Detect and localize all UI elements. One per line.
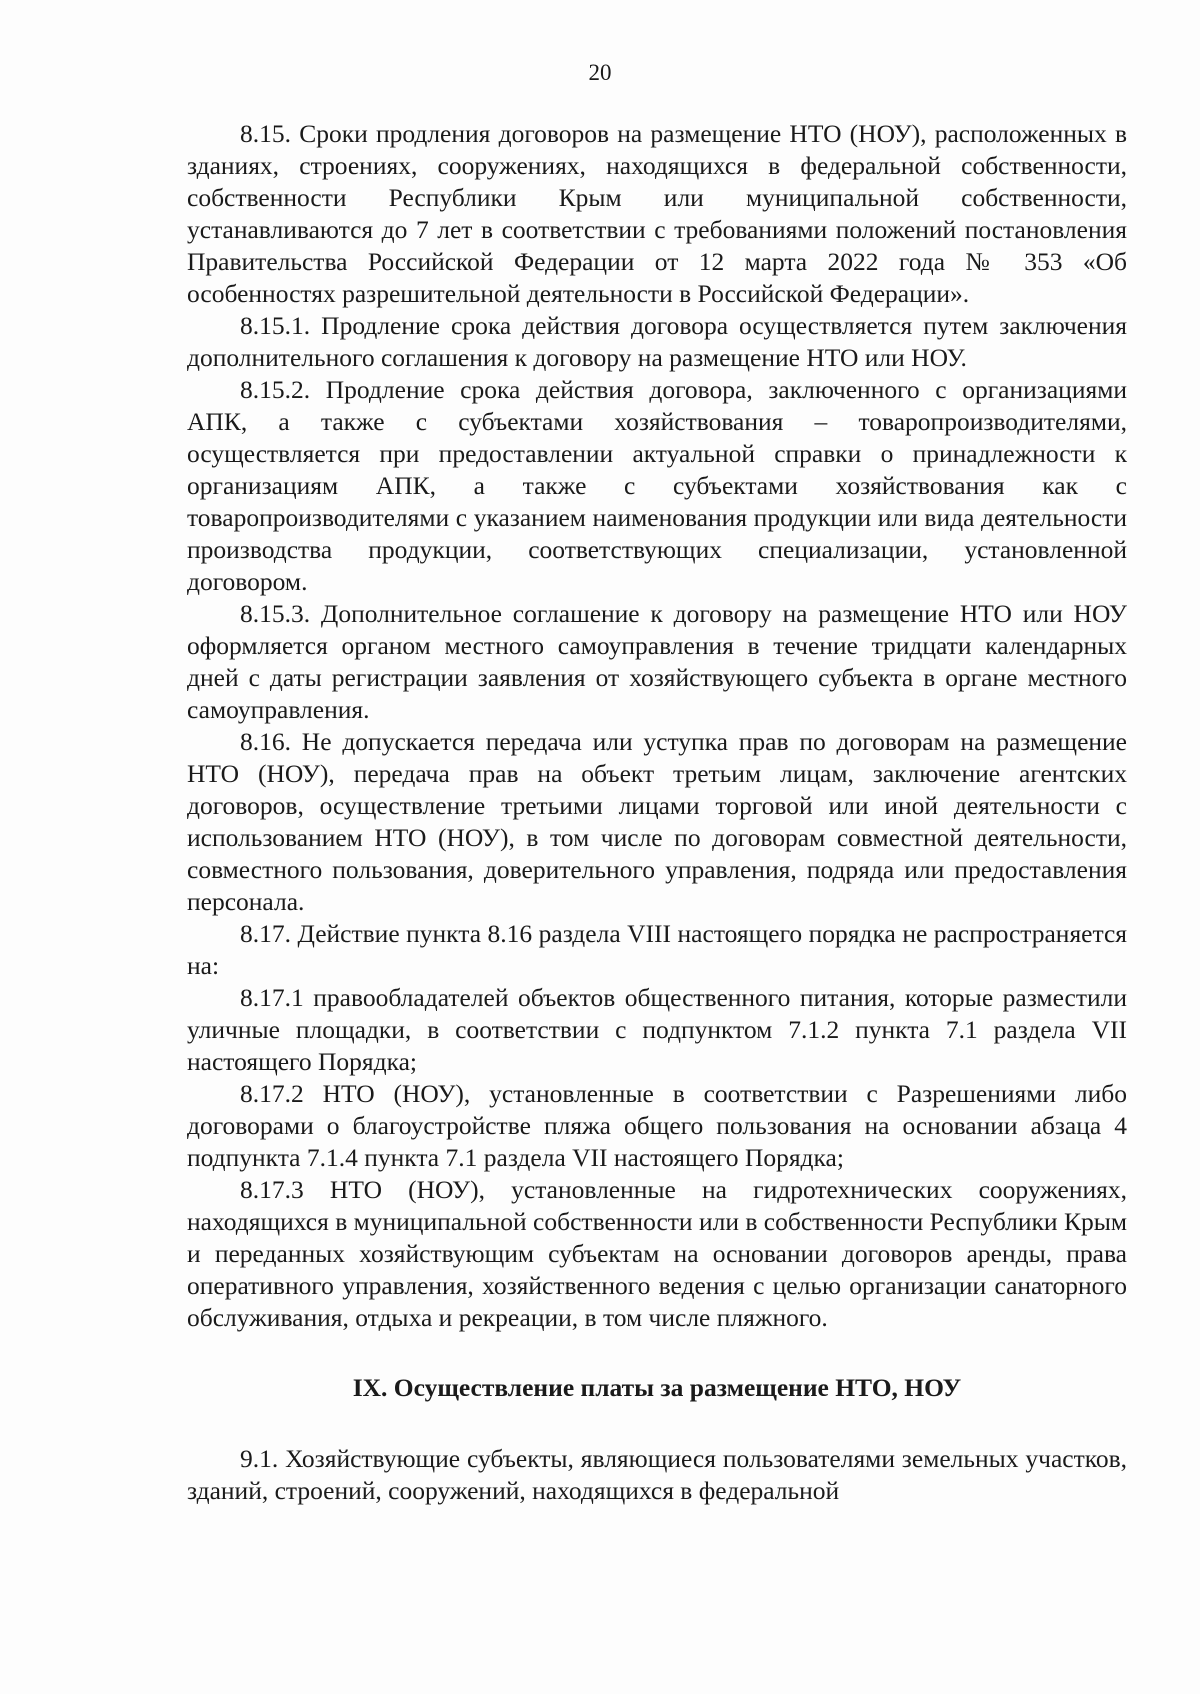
paragraph-8-15: 8.15. Сроки продления договоров на размещение НТО (НОУ), расположенных в зданиях, строениях, сооружениях, находящихся в федеральной собственности, собственности Республики Крым или муниципальной собственности, устанавливаются до 7 лет в соответствии с требованиями положений постановления Правительства Российской Федерации от 12 марта 2022 года № 353 «Об особенностях разрешительной деятельности в Российской Федерации». — [187, 119, 1127, 308]
paragraph-8-17-3: 8.17.3 НТО (НОУ), установленные на гидротехнических сооружениях, находящихся в муниципальной собственности или в собственности Республики Крым и переданных хозяйствующим субъектам на основании договоров аренды, права оперативного управления, хозяйственного ведения с целью организации санаторного обслуживания, отдыха и рекреации, в том числе пляжного. — [187, 1175, 1127, 1332]
paragraph-9-1: 9.1. Хозяйствующие субъекты, являющиеся пользователями земельных участков, зданий, строений, сооружений, находящихся в федеральной — [187, 1444, 1127, 1505]
section-heading: IX. Осуществление платы за размещение НТО, НОУ — [352, 1373, 962, 1402]
paragraph-8-17-1: 8.17.1 правообладателей объектов общественного питания, которые разместили уличные площадки, в соответствии с подпунктом 7.1.2 пункта 7.1 раздела VII настоящего Порядка; — [187, 983, 1127, 1076]
paragraph-8-15-3: 8.15.3. Дополнительное соглашение к договору на размещение НТО или НОУ оформляется органом местного самоуправления в течение тридцати календарных дней с даты регистрации заявления от хозяйствующего субъекта в органе местного самоуправления. — [187, 599, 1127, 724]
paragraph-8-17: 8.17. Действие пункта 8.16 раздела VIII настоящего порядка не распространяется на: — [187, 919, 1127, 980]
paragraph-8-16: 8.16. Не допускается передача или уступка прав по договорам на размещение НТО (НОУ), передача прав на объект третьим лицам, заключение агентских договоров, осуществление третьими лицами торговой или иной деятельности с использованием НТО (НОУ), в том числе по договорам совместной деятельности, совместного пользования, доверительного управления, подряда или предоставления персонала. — [187, 727, 1127, 916]
paragraph-8-15-1: 8.15.1. Продление срока действия договора осуществляется путем заключения дополнительного соглашения к договору на размещение НТО или НОУ. — [187, 311, 1127, 372]
paragraph-8-17-2: 8.17.2 НТО (НОУ), установленные в соответствии с Разрешениями либо договорами о благоустройстве пляжа общего пользования на основании абзаца 4 подпункта 7.1.4 пункта 7.1 раздела VII настоящего Порядка; — [187, 1079, 1127, 1172]
document-body — [187, 118, 1127, 1507]
paragraph-8-15-2: 8.15.2. Продление срока действия договора, заключенного с организациями АПК, а также с субъектами хозяйствования – товаропроизводителями, осуществляется при предоставлении актуальной справки о принадлежности к организациям АПК, а также с субъектами хозяйствования как с товаропроизводителями с указанием наименования продукции или вида деятельности производства продукции, соответствующих специализации, установленной договором. — [187, 375, 1127, 596]
page-number: 20 — [588, 60, 612, 85]
